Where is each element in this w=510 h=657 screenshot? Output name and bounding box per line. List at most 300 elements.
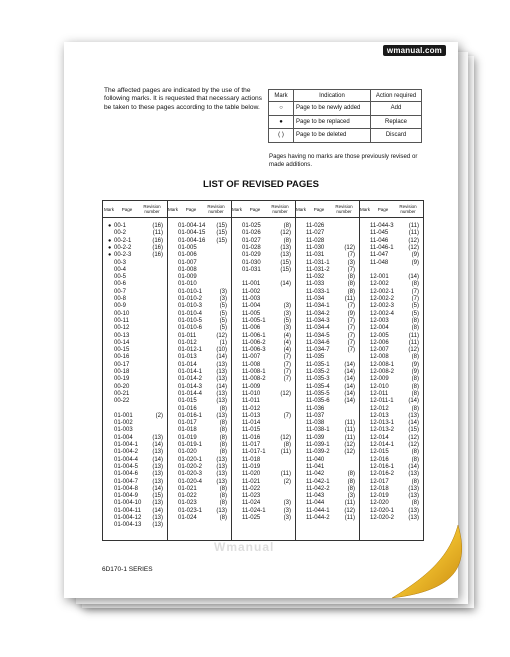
page-number: 12-002-2 <box>370 296 395 302</box>
page-number: 12-017 <box>370 478 389 485</box>
page-number: 01-010-3 <box>178 303 203 310</box>
revision-number: (7) <box>347 325 355 332</box>
revision-number: (5) <box>219 303 227 310</box>
legend-action: Discard <box>371 129 422 143</box>
page-number: 11-008-1 <box>242 369 266 375</box>
page-number: 01-010 <box>178 281 197 288</box>
revision-number: (13) <box>216 390 227 397</box>
column-header-revision: Revision number <box>207 204 225 214</box>
page-number: 12-008 <box>370 354 389 361</box>
page-number: 01-004-7 <box>114 478 139 485</box>
revision-number: (7) <box>347 347 355 354</box>
page-number: 11-034-2 <box>306 310 330 317</box>
column-header-page: Page <box>249 206 261 212</box>
page-number: 11-006-2 <box>242 339 266 346</box>
revision-number: (11) <box>408 339 419 346</box>
page-number: 11-002 <box>242 288 261 295</box>
page-number: 01-004-1 <box>114 442 139 448</box>
revision-number: (13) <box>216 471 227 478</box>
revision-number: (14) <box>152 442 163 448</box>
page-number: 11-031-2 <box>306 266 330 273</box>
revision-number: (15) <box>216 237 227 244</box>
revision-number: (8) <box>411 456 419 463</box>
series-footer: 6D170-1 SERIES <box>102 566 153 573</box>
page-number: 12-013 <box>370 412 389 419</box>
page-number: 12-003 <box>370 317 389 324</box>
page-number: 12-006 <box>370 339 389 346</box>
revision-number: (4) <box>283 339 291 346</box>
page-number: 11-047 <box>370 252 389 259</box>
revision-number: (13) <box>216 361 227 368</box>
column-header-mark: Mark <box>360 206 370 212</box>
revision-number: (11) <box>408 223 419 229</box>
page-number: 00-20 <box>114 383 130 390</box>
page-number: 12-020 <box>370 500 389 507</box>
revision-mark: ● <box>108 252 112 259</box>
page-number: 00-2-2 <box>114 244 132 251</box>
revision-number: (9) <box>411 361 419 368</box>
revision-number: (16) <box>152 237 163 244</box>
revision-number: (3) <box>283 325 291 332</box>
page-number: 01-022 <box>178 493 197 500</box>
revision-number: (13) <box>408 493 419 500</box>
page-number: 11-005-1 <box>242 317 266 324</box>
page-number: 11-035-1 <box>306 361 330 368</box>
revision-number: (13) <box>152 478 163 485</box>
revision-number: (8) <box>219 515 227 521</box>
page-number: 11-031 <box>306 252 325 259</box>
page-number: 00-7 <box>114 288 127 295</box>
revision-number: (8) <box>411 478 419 485</box>
revision-number: (16) <box>152 223 163 229</box>
revision-number: (12) <box>280 230 291 237</box>
page-number: 01-004-9 <box>114 493 139 500</box>
page-number: 11-013 <box>242 412 261 419</box>
page-number: 01-004-11 <box>114 507 141 514</box>
revision-number: (8) <box>347 281 355 288</box>
page-number: 00-6 <box>114 281 127 288</box>
page-number: 11-034-6 <box>306 339 330 346</box>
page-number: 11-043 <box>306 493 325 500</box>
revision-number: (9) <box>411 252 419 259</box>
page-number: 01-004-4 <box>114 456 139 463</box>
revision-number: (11) <box>344 296 355 302</box>
revision-number: (11) <box>280 471 291 478</box>
page-number: 11-010 <box>242 390 261 397</box>
page-number: 01-026 <box>242 230 261 237</box>
page-number: 11-035-4 <box>306 383 330 390</box>
revision-number: (14) <box>408 420 419 427</box>
revision-number: (14) <box>344 390 355 397</box>
revision-number: (12) <box>408 442 419 448</box>
revision-number: (4) <box>283 332 291 339</box>
page-number: 01-010-2 <box>178 296 203 302</box>
revision-number: (9) <box>411 259 419 266</box>
column-header-page: Page <box>313 206 325 212</box>
revision-number: (14) <box>344 383 355 390</box>
column-header-page: Page <box>121 206 133 212</box>
page-number: 11-045 <box>370 230 389 237</box>
page-number: 01-008 <box>178 266 197 273</box>
page-number: 12-005 <box>370 332 389 339</box>
page-number: 01-020-3 <box>178 471 203 478</box>
page-number: 12-002-1 <box>370 288 395 295</box>
page-number: 11-033-1 <box>306 288 330 295</box>
revision-number: (15) <box>408 427 419 434</box>
page-number: 01-006 <box>178 252 197 259</box>
page-number: 00-1 <box>114 223 127 229</box>
column-header-page: Page <box>377 206 389 212</box>
revision-number: (14) <box>344 398 355 405</box>
page-number: 01-014-4 <box>178 390 203 397</box>
page-number: 11-041 <box>306 463 325 470</box>
page-number: 01-004-2 <box>114 449 139 456</box>
page-number: 11-011 <box>242 398 260 405</box>
page-number: 11-046 <box>370 237 389 244</box>
revision-number: (3) <box>219 288 227 295</box>
page-number: 01-004 <box>114 434 133 441</box>
page-number: 01-017 <box>178 420 197 427</box>
revision-number: (13) <box>216 398 227 405</box>
column-header-mark: Mark <box>232 206 242 212</box>
page-number: 11-001 <box>242 281 261 288</box>
revision-number: (13) <box>216 456 227 463</box>
revision-number: (8) <box>347 288 355 295</box>
page-title: LIST OF REVISED PAGES <box>203 179 319 190</box>
revision-number: (8) <box>411 390 419 397</box>
page-number: 12-014-1 <box>370 442 395 448</box>
page-number: 11-046-1 <box>370 244 394 251</box>
page-number: 12-016-1 <box>370 463 395 470</box>
revision-number: (7) <box>283 412 291 419</box>
page-number: 11-039-2 <box>306 449 330 456</box>
revision-mark: ● <box>108 223 112 229</box>
revision-number: (11) <box>280 449 291 456</box>
revision-number: (13) <box>152 471 163 478</box>
page-number: 01-018 <box>178 427 197 434</box>
revision-number: (8) <box>411 376 419 383</box>
page-number: 01-020-4 <box>178 478 203 485</box>
page-number: 01-016 <box>178 405 197 412</box>
page-number: 11-044-2 <box>306 515 330 521</box>
revision-number: (13) <box>152 500 163 507</box>
revision-number: (8) <box>219 500 227 507</box>
revision-number: (14) <box>408 274 419 281</box>
revision-number: (11) <box>408 230 419 237</box>
page-number: 01-019-1 <box>178 442 203 448</box>
page-number: 11-022 <box>242 485 261 492</box>
page-number: 11-017 <box>242 442 261 448</box>
page-number: 11-006-3 <box>242 347 266 354</box>
revision-number: (8) <box>411 405 419 412</box>
page-number: 11-044-1 <box>306 507 330 514</box>
revision-number: (2) <box>155 412 163 419</box>
page-number: 01-014-3 <box>178 383 203 390</box>
revision-number: (13) <box>280 244 291 251</box>
page-number: 11-024 <box>242 500 261 507</box>
revision-number: (8) <box>283 223 291 229</box>
page-number: 00-17 <box>114 361 130 368</box>
revision-number: (11) <box>152 230 163 237</box>
revision-number: (11) <box>344 420 355 427</box>
legend-action: Add <box>371 102 422 116</box>
revision-number: (15) <box>152 493 163 500</box>
page-number: 11-034-4 <box>306 325 330 332</box>
revision-number: (14) <box>408 398 419 405</box>
revision-number: (13) <box>152 434 163 441</box>
page-number: 12-002-4 <box>370 310 395 317</box>
revision-number: (8) <box>411 383 419 390</box>
page-number: 01-011 <box>178 332 197 339</box>
page-number: 01-004-5 <box>114 463 139 470</box>
revision-number: (13) <box>216 412 227 419</box>
page-number: 11-039-1 <box>306 442 330 448</box>
revision-number: (9) <box>347 310 355 317</box>
page-number: 00-11 <box>114 317 129 324</box>
page-number: 11-026 <box>306 223 325 229</box>
page-number: 01-023-1 <box>178 507 203 514</box>
page-number: 01-024 <box>178 515 197 521</box>
revision-number: (1) <box>219 339 227 346</box>
page-number: 00-2 <box>114 230 127 237</box>
page-number: 11-034-5 <box>306 332 330 339</box>
revision-number: (12) <box>280 390 291 397</box>
revision-number: (8) <box>347 274 355 281</box>
column-header-page: Page <box>185 206 197 212</box>
column-header-revision: Revision number <box>271 204 289 214</box>
page-number: 11-027 <box>306 230 325 237</box>
legend-mark: ● <box>269 115 294 129</box>
page-number: 12-012 <box>370 405 389 412</box>
revision-number: (8) <box>219 427 227 434</box>
revision-number: (8) <box>219 434 227 441</box>
page-number: 11-042-2 <box>306 485 330 492</box>
revision-number: (12) <box>344 449 355 456</box>
legend-header-action: Action required <box>371 90 422 102</box>
page-number: 11-035-2 <box>306 369 330 375</box>
revision-number: (8) <box>347 485 355 492</box>
page-number: 00-2-1 <box>114 237 132 244</box>
revision-number: (13) <box>152 449 163 456</box>
page-number: 11-014 <box>242 420 261 427</box>
page-number: 11-035-3 <box>306 376 330 383</box>
page-number: 11-034-3 <box>306 317 330 324</box>
page-number: 01-004-15 <box>178 230 206 237</box>
page-number: 01-014 <box>178 361 197 368</box>
revision-number: (12) <box>344 507 355 514</box>
page-number: 00-3 <box>114 259 127 266</box>
page-number: 01-009 <box>178 274 197 281</box>
revision-number: (12) <box>216 332 227 339</box>
revision-number: (14) <box>152 485 163 492</box>
revision-number: (7) <box>411 288 419 295</box>
page-number: 01-020 <box>178 449 197 456</box>
revision-number: (16) <box>152 244 163 251</box>
page-number: 12-018 <box>370 485 389 492</box>
legend-action: Replace <box>371 115 422 129</box>
revision-number: (15) <box>216 230 227 237</box>
page-number: 01-003 <box>114 427 133 434</box>
page-number: 01-020-1 <box>178 456 203 463</box>
page-number: 11-009 <box>242 383 261 390</box>
revision-number: (5) <box>411 303 419 310</box>
revision-number: (8) <box>411 317 419 324</box>
revision-number: (11) <box>408 332 419 339</box>
revision-number: (8) <box>283 237 291 244</box>
page-number: 11-034-7 <box>306 347 330 354</box>
column-header-revision: Revision number <box>143 204 161 214</box>
revision-number: (12) <box>408 434 419 441</box>
revision-number: (7) <box>347 303 355 310</box>
revision-number: (13) <box>408 507 419 514</box>
page-number: 11-020 <box>242 471 261 478</box>
revision-number: (12) <box>408 244 419 251</box>
column-header-mark: Mark <box>296 206 306 212</box>
page-number: 00-13 <box>114 332 130 339</box>
revision-number: (14) <box>152 456 163 463</box>
revision-number: (7) <box>283 376 291 383</box>
page-number: 00-2-3 <box>114 252 132 259</box>
revision-number: (8) <box>219 485 227 492</box>
page-number: 01-030 <box>242 259 261 266</box>
revision-number: (8) <box>219 493 227 500</box>
page-number: 01-012-1 <box>178 347 203 354</box>
page-number: 11-015 <box>242 427 261 434</box>
page-number: 11-028 <box>306 237 325 244</box>
page-number: 11-030 <box>306 244 325 251</box>
page-number: 12-011-1 <box>370 398 394 405</box>
page-number: 00-16 <box>114 354 130 361</box>
page-number: 00-8 <box>114 296 127 302</box>
revision-number: (14) <box>216 383 227 390</box>
page-number: 12-015 <box>370 449 389 456</box>
page-number: 11-042 <box>306 471 325 478</box>
revision-number: (13) <box>280 252 291 259</box>
revision-number: (2) <box>283 478 291 485</box>
revision-number: (14) <box>344 376 355 383</box>
page-number: 00-21 <box>114 390 130 397</box>
page-number: 11-040 <box>306 456 325 463</box>
revision-number: (13) <box>408 515 419 521</box>
page-number: 00-15 <box>114 347 130 354</box>
revision-number: (13) <box>152 463 163 470</box>
legend-header-indication: Indication <box>294 90 371 102</box>
revision-number: (8) <box>411 354 419 361</box>
page-number: 01-004-10 <box>114 500 142 507</box>
revision-number: (3) <box>347 493 355 500</box>
revision-number: (8) <box>219 449 227 456</box>
page-number: 11-034-1 <box>306 303 330 310</box>
page-number: 11-004 <box>242 303 261 310</box>
revision-number: (13) <box>216 507 227 514</box>
revision-number: (5) <box>219 325 227 332</box>
page-number: 11-017-1 <box>242 449 266 456</box>
revision-number: (3) <box>283 515 291 521</box>
page-number: 11-038-1 <box>306 427 330 434</box>
page-number: 00-9 <box>114 303 127 310</box>
revision-number: (7) <box>347 339 355 346</box>
revision-number: (13) <box>216 369 227 375</box>
page-number: 11-033 <box>306 281 325 288</box>
revision-number: (15) <box>280 259 291 266</box>
page-number: 01-010-1 <box>178 288 203 295</box>
column-header-revision: Revision number <box>335 204 353 214</box>
legend-mark: ○ <box>269 102 294 116</box>
page-number: 01-013 <box>178 354 197 361</box>
brand-badge: wmanual.com <box>383 45 446 56</box>
revision-number: (7) <box>347 266 355 273</box>
page-number: 11-036 <box>306 405 325 412</box>
page-number: 11-006-1 <box>242 332 266 339</box>
revision-number: (11) <box>344 515 355 521</box>
page-number: 00-12 <box>114 325 130 332</box>
page-number: 11-023 <box>242 493 261 500</box>
revision-number: (8) <box>411 500 419 507</box>
revision-number: (12) <box>408 347 419 354</box>
revision-number: (4) <box>283 347 291 354</box>
revision-number: (8) <box>411 449 419 456</box>
page-number: 01-001 <box>114 412 133 419</box>
no-mark-note: Pages having no marks are those previously revised or made additions. <box>269 153 418 168</box>
revision-number: (8) <box>219 442 227 448</box>
column-header-mark: Mark <box>104 206 114 212</box>
page-number: 11-012 <box>242 405 261 412</box>
revision-number: (14) <box>152 507 163 514</box>
page-number: 12-011 <box>370 390 389 397</box>
revision-number: (13) <box>216 376 227 383</box>
page-number: 01-010-5 <box>178 317 203 324</box>
watermark: Wmanual <box>214 540 275 554</box>
page-number: 01-027 <box>242 237 261 244</box>
page-number: 12-019 <box>370 493 389 500</box>
page-number: 00-14 <box>114 339 130 346</box>
revision-number: (12) <box>408 237 419 244</box>
revision-number: (15) <box>216 223 227 229</box>
page-number: 12-007 <box>370 347 389 354</box>
page-number: 12-020-2 <box>370 515 395 521</box>
legend-header-mark: Mark <box>269 90 294 102</box>
page-number: 01-014-2 <box>178 376 203 383</box>
revision-number: (7) <box>283 354 291 361</box>
page-number: 11-007 <box>242 354 261 361</box>
revision-number: (12) <box>280 434 291 441</box>
revision-number: (11) <box>344 434 355 441</box>
revision-number: (7) <box>283 361 291 368</box>
page-number: 11-044-3 <box>370 223 394 229</box>
page-number: 01-004-16 <box>178 237 206 244</box>
page-number: 01-016-1 <box>178 412 203 419</box>
page-number: 01-020-2 <box>178 463 203 470</box>
revision-number: (13) <box>152 515 163 521</box>
revision-number: (14) <box>216 354 227 361</box>
revision-number: (12) <box>344 442 355 448</box>
revision-number: (8) <box>347 471 355 478</box>
page-number: 00-4 <box>114 266 127 273</box>
page-number: 11-034 <box>306 296 325 302</box>
revision-number: (14) <box>344 361 355 368</box>
page-number: 01-023 <box>178 500 197 507</box>
revision-number: (5) <box>411 310 419 317</box>
page-number: 11-006 <box>242 325 261 332</box>
page-number: 12-002 <box>370 281 389 288</box>
page-number: 01-004-6 <box>114 471 139 478</box>
page-number: 11-035 <box>306 354 325 361</box>
page-number: 11-048 <box>370 259 389 266</box>
revision-number: (11) <box>344 500 355 507</box>
page-number: 12-016 <box>370 456 389 463</box>
page-number: 12-009 <box>370 376 389 383</box>
page-number: 11-037 <box>306 412 325 419</box>
